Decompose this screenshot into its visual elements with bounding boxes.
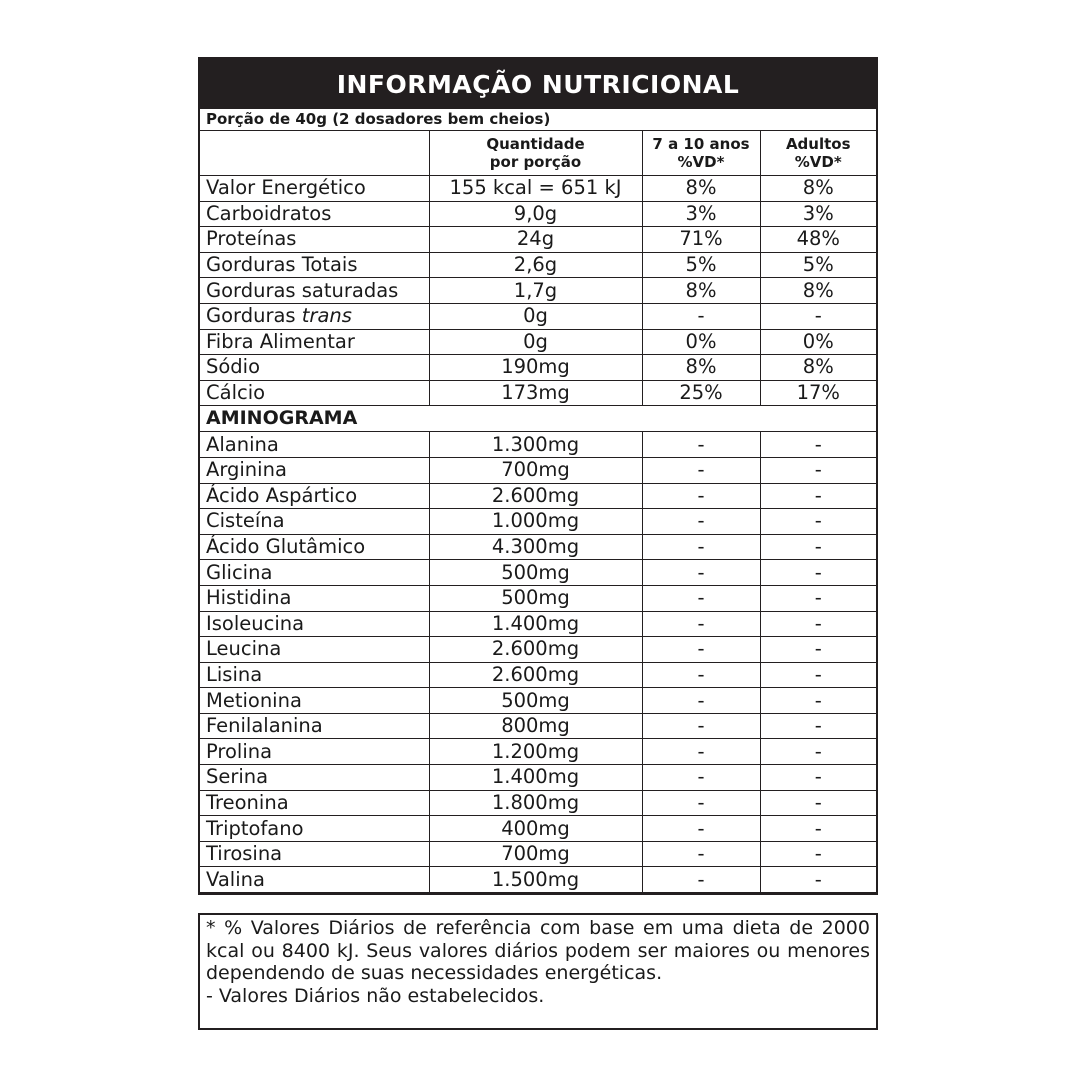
row-quantity: 1.200mg xyxy=(429,739,642,765)
row-quantity: 1.300mg xyxy=(429,432,642,458)
aminogram-title: AMINOGRAMA xyxy=(200,406,876,432)
row-vd-children: - xyxy=(642,457,760,483)
row-name-text: Prolina xyxy=(206,739,273,763)
nutrient-row xyxy=(200,355,876,381)
row-quantity: 0g xyxy=(429,303,642,329)
amino-row xyxy=(200,534,876,560)
row-quantity: 2.600mg xyxy=(429,483,642,509)
row-name-text: Metionina xyxy=(206,688,302,712)
nutrient-row xyxy=(200,278,876,304)
row-name xyxy=(200,765,429,791)
row-quantity: 1.800mg xyxy=(429,790,642,816)
row-vd-adults: 3% xyxy=(760,201,876,227)
row-name xyxy=(200,637,429,663)
row-vd-adults: - xyxy=(760,303,876,329)
row-name-text: Gorduras Totais xyxy=(206,253,358,277)
footnote-reference: * % Valores Diários de referência com base em uma dieta de 2000 kcal ou 8400 kJ. Seus valores diários podem ser maiores ou menores dependendo de suas necessidades energéticas. xyxy=(206,917,870,984)
row-name xyxy=(200,303,429,329)
row-vd-children: - xyxy=(642,867,760,893)
row-quantity: 500mg xyxy=(429,585,642,611)
row-name-text: Arginina xyxy=(206,458,287,482)
row-vd-adults: - xyxy=(760,611,876,637)
row-name xyxy=(200,841,429,867)
column-header-row xyxy=(200,131,876,176)
footnote-not-established: - Valores Diários não estabelecidos. xyxy=(206,984,545,1007)
row-vd-adults: 8% xyxy=(760,176,876,202)
amino-row xyxy=(200,688,876,714)
row-vd-adults: - xyxy=(760,688,876,714)
row-vd-children: - xyxy=(642,637,760,663)
amino-row xyxy=(200,765,876,791)
header-blank xyxy=(200,131,429,176)
row-vd-children: - xyxy=(642,816,760,842)
row-name xyxy=(200,816,429,842)
row-name xyxy=(200,509,429,535)
amino-row xyxy=(200,483,876,509)
row-name xyxy=(200,355,429,381)
row-vd-children: 8% xyxy=(642,278,760,304)
row-name-text: Triptofano xyxy=(206,816,304,840)
header-adults-vd xyxy=(760,131,876,176)
row-vd-children: 25% xyxy=(642,380,760,406)
label-title: INFORMAÇÃO NUTRICIONAL xyxy=(198,57,878,109)
row-vd-adults: - xyxy=(760,432,876,458)
row-name-text: Ácido Aspártico xyxy=(206,483,358,507)
row-quantity: 2.600mg xyxy=(429,637,642,663)
row-name-text: Ácido Glutâmico xyxy=(206,535,366,559)
row-vd-adults: - xyxy=(760,534,876,560)
row-quantity: 9,0g xyxy=(429,201,642,227)
row-name-text: Leucina xyxy=(206,637,282,661)
portion-row xyxy=(200,109,876,131)
row-name xyxy=(200,201,429,227)
nutrient-row xyxy=(200,252,876,278)
row-name xyxy=(200,534,429,560)
row-vd-children: - xyxy=(642,765,760,791)
header-adults-line2: %VD* xyxy=(794,153,842,171)
row-vd-children: - xyxy=(642,841,760,867)
nutrition-table-wrap xyxy=(198,109,878,895)
row-quantity: 500mg xyxy=(429,688,642,714)
row-vd-children: 3% xyxy=(642,201,760,227)
row-quantity: 1.500mg xyxy=(429,867,642,893)
row-name xyxy=(200,790,429,816)
row-quantity: 1.400mg xyxy=(429,611,642,637)
amino-row xyxy=(200,432,876,458)
row-vd-children: - xyxy=(642,611,760,637)
row-name xyxy=(200,611,429,637)
row-name-text: Valina xyxy=(206,867,265,891)
row-name-text: Sódio xyxy=(206,355,261,379)
nutrient-row xyxy=(200,303,876,329)
row-name-text: Proteínas xyxy=(206,227,297,251)
row-quantity: 24g xyxy=(429,227,642,253)
row-name xyxy=(200,176,429,202)
row-quantity: 0g xyxy=(429,329,642,355)
row-vd-children: - xyxy=(642,432,760,458)
header-children-vd xyxy=(642,131,760,176)
row-vd-adults: - xyxy=(760,790,876,816)
header-adults-line1: Adultos xyxy=(785,135,851,153)
row-name-text: Fenilalanina xyxy=(206,714,323,738)
header-quantity-line1: Quantidade xyxy=(486,135,585,153)
header-children-line2: %VD* xyxy=(677,153,725,171)
row-vd-adults: 8% xyxy=(760,278,876,304)
row-vd-children: 0% xyxy=(642,329,760,355)
row-quantity: 400mg xyxy=(429,816,642,842)
row-quantity: 173mg xyxy=(429,380,642,406)
row-name xyxy=(200,483,429,509)
amino-row xyxy=(200,790,876,816)
row-quantity: 1,7g xyxy=(429,278,642,304)
footnote-box xyxy=(198,913,878,1030)
row-name xyxy=(200,432,429,458)
nutrition-table xyxy=(200,109,876,893)
row-vd-children: - xyxy=(642,739,760,765)
row-quantity: 2,6g xyxy=(429,252,642,278)
row-name-italic: trans xyxy=(301,304,352,328)
row-vd-children: - xyxy=(642,713,760,739)
row-name xyxy=(200,662,429,688)
row-quantity: 1.400mg xyxy=(429,765,642,791)
row-quantity: 500mg xyxy=(429,560,642,586)
row-name-text: Tirosina xyxy=(206,842,283,866)
row-quantity: 700mg xyxy=(429,841,642,867)
row-quantity: 190mg xyxy=(429,355,642,381)
row-name-text: Gorduras saturadas xyxy=(206,278,399,302)
amino-row xyxy=(200,739,876,765)
row-vd-adults: 48% xyxy=(760,227,876,253)
row-quantity: 2.600mg xyxy=(429,662,642,688)
row-vd-adults: 17% xyxy=(760,380,876,406)
header-children-line1: 7 a 10 anos xyxy=(652,135,750,153)
amino-row xyxy=(200,611,876,637)
row-name-text: Valor Energético xyxy=(206,176,366,200)
row-vd-children: 71% xyxy=(642,227,760,253)
amino-row xyxy=(200,816,876,842)
row-vd-adults: - xyxy=(760,585,876,611)
row-name-text: Histidina xyxy=(206,586,292,610)
row-vd-children: 5% xyxy=(642,252,760,278)
row-name-text: Alanina xyxy=(206,432,279,456)
header-quantity-line2: por porção xyxy=(489,153,582,171)
row-vd-adults: 0% xyxy=(760,329,876,355)
header-quantity xyxy=(429,131,642,176)
row-name xyxy=(200,227,429,253)
row-name xyxy=(200,457,429,483)
row-vd-children: 8% xyxy=(642,355,760,381)
portion-text: Porção de 40g (2 dosadores bem cheios) xyxy=(200,109,876,131)
amino-row xyxy=(200,457,876,483)
amino-row xyxy=(200,662,876,688)
row-vd-adults: - xyxy=(760,867,876,893)
row-name-text: Treonina xyxy=(206,790,289,814)
row-name-text: Cálcio xyxy=(206,381,266,405)
row-name-text: Glicina xyxy=(206,560,273,584)
row-name xyxy=(200,585,429,611)
nutrient-row xyxy=(200,329,876,355)
row-name-text: Cisteína xyxy=(206,509,285,533)
row-name xyxy=(200,252,429,278)
nutrient-row xyxy=(200,227,876,253)
nutrient-row xyxy=(200,380,876,406)
row-name-text: Lisina xyxy=(206,662,263,686)
row-name-text: Isoleucina xyxy=(206,611,305,635)
row-vd-adults: - xyxy=(760,841,876,867)
row-vd-children: - xyxy=(642,585,760,611)
row-quantity: 700mg xyxy=(429,457,642,483)
row-name xyxy=(200,713,429,739)
amino-row xyxy=(200,509,876,535)
row-name xyxy=(200,739,429,765)
row-vd-children: - xyxy=(642,662,760,688)
row-vd-adults: - xyxy=(760,662,876,688)
row-vd-children: 8% xyxy=(642,176,760,202)
row-vd-children: - xyxy=(642,790,760,816)
row-name xyxy=(200,688,429,714)
amino-row xyxy=(200,637,876,663)
row-quantity: 800mg xyxy=(429,713,642,739)
amino-row xyxy=(200,585,876,611)
row-vd-adults: 5% xyxy=(760,252,876,278)
row-vd-children: - xyxy=(642,303,760,329)
row-vd-children: - xyxy=(642,688,760,714)
nutrient-row xyxy=(200,201,876,227)
row-quantity: 155 kcal = 651 kJ xyxy=(429,176,642,202)
row-vd-adults: - xyxy=(760,637,876,663)
row-name xyxy=(200,560,429,586)
row-vd-adults: - xyxy=(760,560,876,586)
row-vd-adults: - xyxy=(760,713,876,739)
row-vd-adults: - xyxy=(760,457,876,483)
row-vd-adults: 8% xyxy=(760,355,876,381)
row-name-text: Fibra Alimentar xyxy=(206,329,355,353)
row-vd-adults: - xyxy=(760,816,876,842)
row-vd-children: - xyxy=(642,509,760,535)
amino-row xyxy=(200,560,876,586)
row-quantity: 1.000mg xyxy=(429,509,642,535)
nutrition-label xyxy=(198,57,878,895)
amino-row xyxy=(200,841,876,867)
row-vd-adults: - xyxy=(760,739,876,765)
amino-row xyxy=(200,713,876,739)
row-vd-adults: - xyxy=(760,765,876,791)
nutrient-row xyxy=(200,176,876,202)
row-name xyxy=(200,380,429,406)
row-name xyxy=(200,278,429,304)
row-vd-children: - xyxy=(642,560,760,586)
row-vd-adults: - xyxy=(760,509,876,535)
row-vd-adults: - xyxy=(760,483,876,509)
row-vd-children: - xyxy=(642,534,760,560)
row-vd-children: - xyxy=(642,483,760,509)
aminogram-section-row xyxy=(200,406,876,432)
row-name-text: Serina xyxy=(206,765,269,789)
amino-row xyxy=(200,867,876,893)
row-name-text: Carboidratos xyxy=(206,201,332,225)
row-name-text: Gorduras xyxy=(206,304,302,328)
row-quantity: 4.300mg xyxy=(429,534,642,560)
row-name xyxy=(200,867,429,893)
row-name xyxy=(200,329,429,355)
